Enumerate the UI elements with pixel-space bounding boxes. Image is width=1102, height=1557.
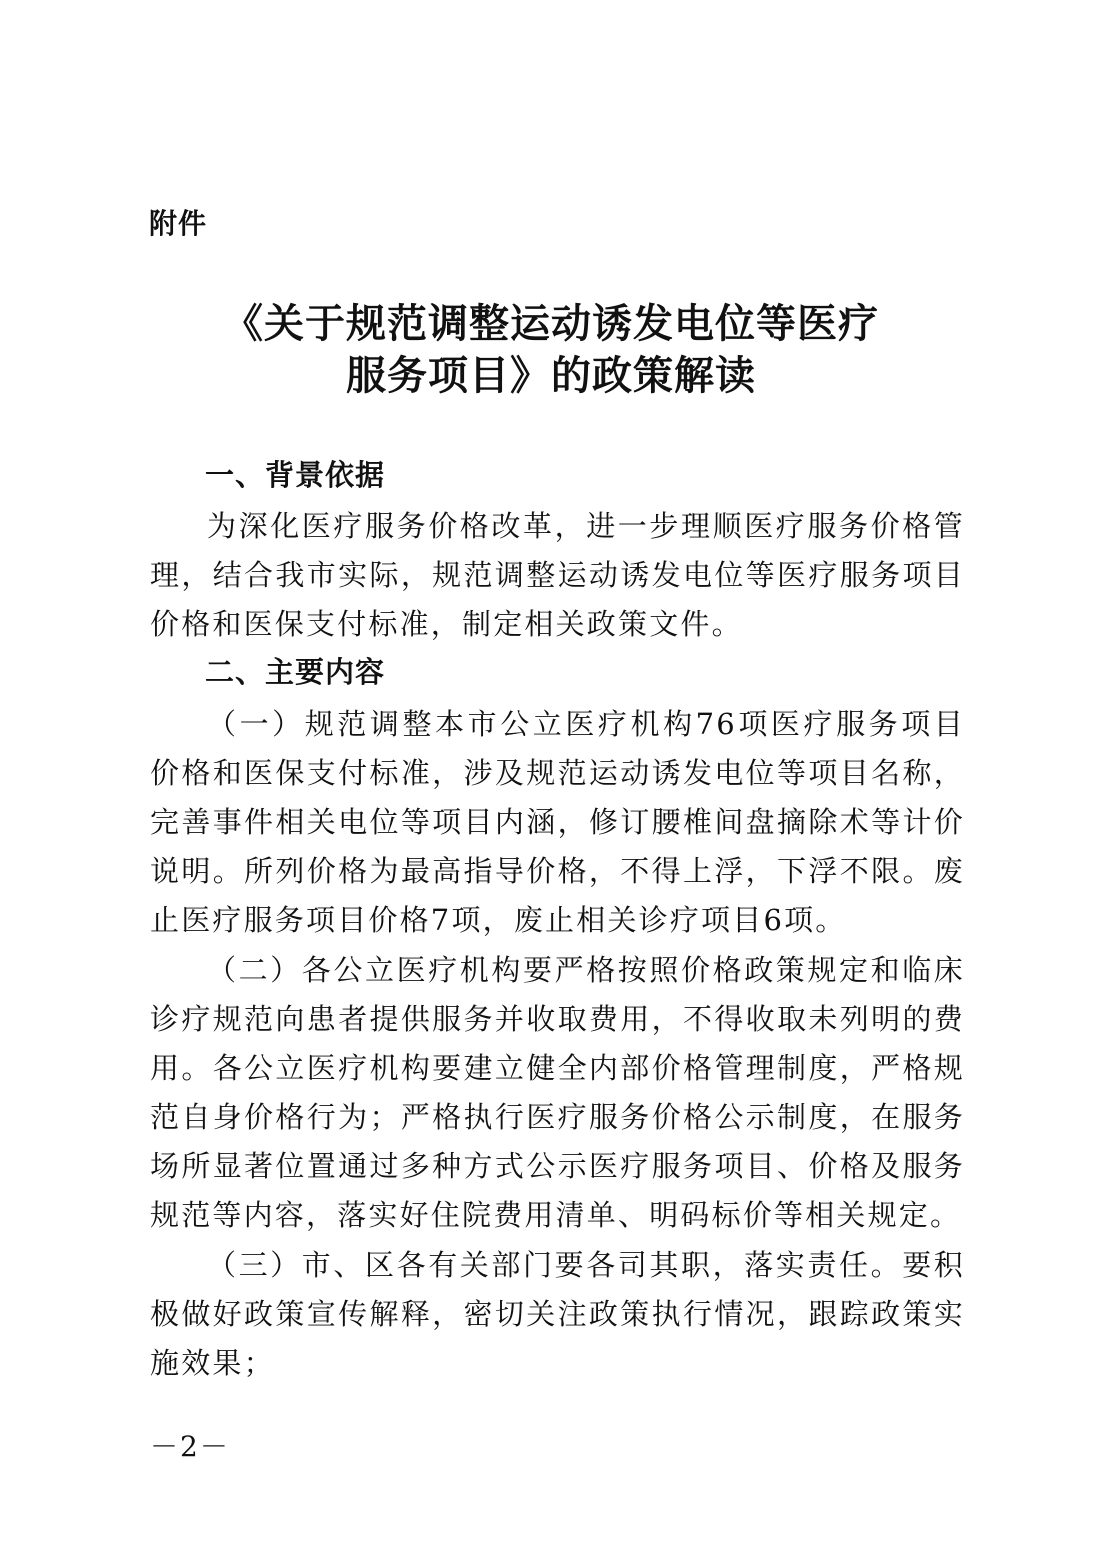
- section-heading-background: 一、背景依据: [205, 458, 386, 492]
- attachment-label: 附件: [149, 207, 208, 240]
- paragraph-background: 为深化医疗服务价格改革，进一步理顺医疗服务价格管理，结合我市实际，规范调整运动诱发电位等医疗服务项目价格和医保支付标准，制定相关政策文件。: [150, 509, 965, 641]
- section-heading-main-content: 二、主要内容: [205, 655, 386, 689]
- paragraph-item-3: （三）市、区各有关部门要各司其职，落实责任。要积极做好政策宣传解释，密切关注政策执行情况，跟踪政策实施效果；: [150, 1248, 965, 1380]
- paragraph-item-1: （一）规范调整本市公立医疗机构76项医疗服务项目价格和医保支付标准，涉及规范运动诱发电位等项目名称，完善事件相关电位等项目内涵，修订腰椎间盘摘除术等计价说明。所列价格为最高指导价格，不得上浮，下浮不限。废止医疗服务项目价格7项，废止相关诊疗项目6项。: [150, 707, 965, 937]
- paragraph-item-2: （二）各公立医疗机构要严格按照价格政策规定和临床诊疗规范向患者提供服务并收取费用，不得收取未列明的费用。各公立医疗机构要建立健全内部价格管理制度，严格规范自身价格行为；严格执行医疗服务价格公示制度，在服务场所显著位置通过多种方式公示医疗服务项目、价格及服务规范等内容，落实好住院费用清单、明码标价等相关规定。: [150, 953, 965, 1232]
- document-title-line-1: 《关于规范调整运动诱发电位等医疗: [223, 300, 879, 347]
- document-title-line-2: 服务项目》的政策解读: [346, 352, 756, 399]
- page-number: －2－: [150, 1430, 230, 1463]
